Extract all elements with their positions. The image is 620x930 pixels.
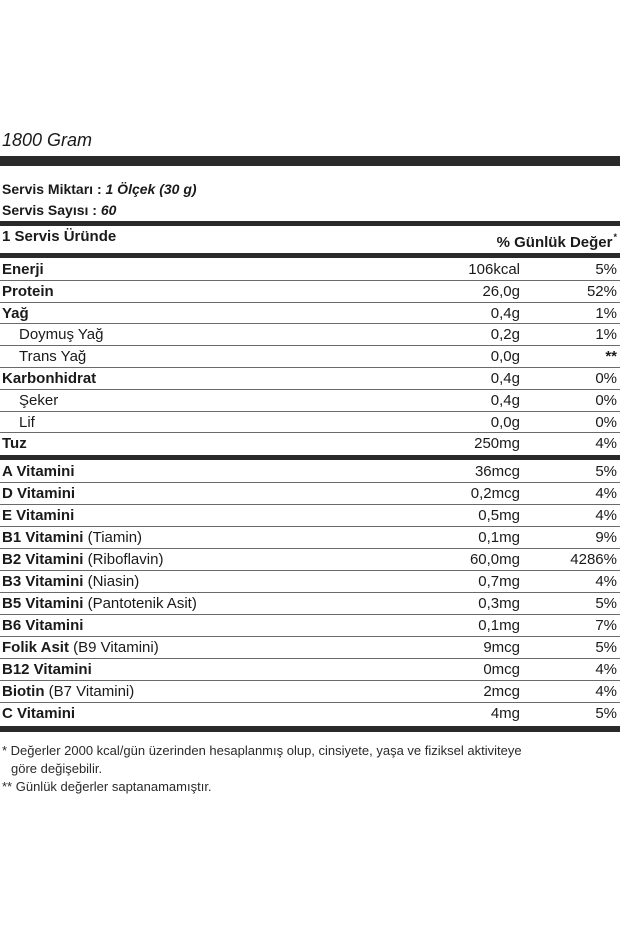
nutrient-daily-value: 0% [595,370,617,387]
nutrient-name-bold: Protein [2,282,54,300]
nutrient-name [2,283,54,300]
nutrient-amount: 106kcal [468,261,520,278]
nutrient-name-bold: B6 Vitamini [2,617,84,634]
nutrient-row [0,281,620,303]
nutrient-name-detail: (Tiamin) [83,529,143,546]
nutrient-name [2,485,75,502]
product-weight-title: 1800 Gram [2,130,93,150]
nutrient-daily-value: 0% [595,391,617,409]
nutrient-name [19,414,35,431]
divider-header-bottom [0,253,620,258]
nutrient-amount: 2mcg [483,683,520,700]
footnote-not-established: ** Günlük değerler saptanamamıştır. [2,779,212,794]
nutrient-name [2,305,29,322]
nutrient-row [0,681,620,703]
nutrient-name-detail: Lif [19,413,35,431]
serving-size-line [2,181,197,197]
nutrient-daily-value: 5% [595,463,617,480]
nutrient-name-bold: B12 Vitamini [2,661,92,678]
nutrient-name-bold: B1 Vitamini [2,529,84,546]
nutrient-name [19,326,104,343]
nutrient-name [19,348,86,365]
nutrient-daily-value: 4% [595,485,617,502]
nutrient-name-bold: E Vitamini [2,507,75,524]
nutrient-daily-value: 5% [595,595,617,612]
nutrient-amount: 0,7mg [478,573,520,590]
divider-header-top [0,221,620,226]
nutrient-name-bold: A Vitamini [2,463,75,480]
footnote-daily-values-cont: göre değişebilir. [11,761,103,776]
nutrient-name [2,370,96,387]
nutrient-name [2,661,92,678]
nutrient-name-bold: Tuz [2,435,27,453]
nutrient-amount: 250mg [474,435,520,453]
thick-divider-top [0,156,620,166]
nutrient-amount: 0,2g [490,326,520,344]
nutrient-row [0,593,620,615]
nutrient-amount: 0,3mg [478,595,520,612]
nutrient-name [19,392,58,409]
nutrient-row [0,615,620,637]
nutrient-name-detail: (Pantotenik Asit) [83,595,197,612]
daily-value-header-text: % Günlük Değer [496,234,613,251]
nutrient-name [2,507,74,524]
nutrient-amount: 0,0g [490,413,520,431]
nutrient-name [2,617,83,634]
nutrient-daily-value: 4% [595,573,617,590]
nutrient-name-bold: Biotin [2,683,45,700]
nutrient-name-detail: (B7 Vitamini) [44,683,135,700]
nutrient-amount: 4mg [490,705,520,722]
nutrient-daily-value: 9% [595,529,617,546]
nutrient-name [2,551,163,568]
servings-label: Servis Sayısı : [2,202,97,218]
nutrient-amount: 0,1mg [478,529,520,546]
serving-size-label: Servis Miktarı : [2,181,102,197]
nutrient-name [2,261,44,278]
footnote-daily-values: * Değerler 2000 kcal/gün üzerinden hesaplanmış olup, cinsiyete, yaşa ve fiziksel aktiviteye [2,743,522,758]
nutrient-row [0,483,620,505]
nutrient-daily-value: 4286% [570,551,617,568]
nutrient-row [0,703,620,725]
nutrient-name-bold: B2 Vitamini [2,551,84,568]
nutrient-name-detail: (Riboflavin) [83,551,164,568]
per-serving-header: 1 Servis Üründe [2,228,117,245]
nutrient-daily-value: 4% [595,507,617,524]
servings-value: 60 [100,202,117,218]
nutrient-row [0,461,620,483]
nutrient-name-detail: Doymuş Yağ [19,326,104,344]
nutrient-amount: 0,4g [490,304,520,322]
nutrient-amount: 0,5mg [478,507,520,524]
nutrient-row [0,505,620,527]
nutrient-row [0,637,620,659]
nutrient-name [2,595,197,612]
nutrient-name [2,639,159,656]
nutrient-daily-value: 4% [595,661,617,678]
nutrient-daily-value: 5% [595,705,617,722]
daily-value-header [497,232,617,251]
nutrient-amount: 26,0g [482,282,520,300]
nutrient-row [0,527,620,549]
nutrient-amount: 36mcg [474,463,520,480]
nutrient-daily-value: 4% [595,683,617,700]
nutrient-amount: 0,4g [490,370,520,387]
nutrient-name-bold: B5 Vitamini [2,595,84,612]
nutrient-amount: 0,0g [490,348,520,366]
nutrient-daily-value: 4% [595,435,617,453]
nutrient-row [0,346,620,368]
nutrient-row [0,303,620,325]
nutrient-daily-value: 52% [586,282,617,300]
nutrient-name-detail: Trans Yağ [19,348,87,366]
nutrient-name [2,705,75,722]
nutrient-row [0,390,620,412]
nutrient-name [2,529,142,546]
nutrient-name-bold: D Vitamini [2,485,76,502]
nutrient-daily-value: 1% [595,326,617,344]
divider-vitamins [0,455,620,460]
thick-divider-bottom [0,726,620,732]
nutrient-name-bold: Yağ [2,304,29,322]
nutrient-name-bold: C Vitamini [2,705,76,722]
nutrient-name-detail: (B9 Vitamini) [68,639,159,656]
nutrient-daily-value: 0% [595,413,617,431]
nutrient-daily-value: 5% [595,261,617,278]
serving-size-value: 1 Ölçek (30 g) [105,181,197,197]
nutrient-row [0,412,620,434]
nutrient-amount: 0mcg [483,661,520,678]
nutrient-name [2,435,27,452]
nutrient-daily-value: 7% [595,617,617,634]
nutrient-row [0,259,620,281]
nutrient-name-bold: Enerji [2,261,44,278]
footnotes [2,742,522,796]
nutrient-row [0,659,620,681]
nutrient-name-detail: (Niasin) [83,573,140,590]
nutrient-name [2,463,75,480]
nutrient-name [2,683,134,700]
nutrient-row [0,571,620,593]
nutrient-amount: 0,2mcg [470,485,520,502]
nutrient-row [0,324,620,346]
nutrient-name-bold: Folik Asit [2,639,69,656]
nutrient-daily-value: ** [605,348,617,366]
daily-value-header-mark: * [613,232,617,242]
nutrient-name [2,573,139,590]
nutrient-row [0,368,620,390]
nutrient-amount: 9mcg [483,639,520,656]
nutrient-name-bold: B3 Vitamini [2,573,84,590]
nutrient-daily-value: 1% [595,304,617,322]
nutrient-amount: 0,1mg [478,617,520,634]
nutrient-name-detail: Şeker [19,391,59,409]
nutrient-row [0,549,620,571]
nutrient-name-bold: Karbonhidrat [2,370,97,387]
nutrient-amount: 0,4g [490,391,520,409]
nutrient-row [0,433,620,455]
servings-per-container-line [2,202,116,218]
nutrient-daily-value: 5% [595,639,617,656]
nutrient-amount: 60,0mg [469,551,520,568]
